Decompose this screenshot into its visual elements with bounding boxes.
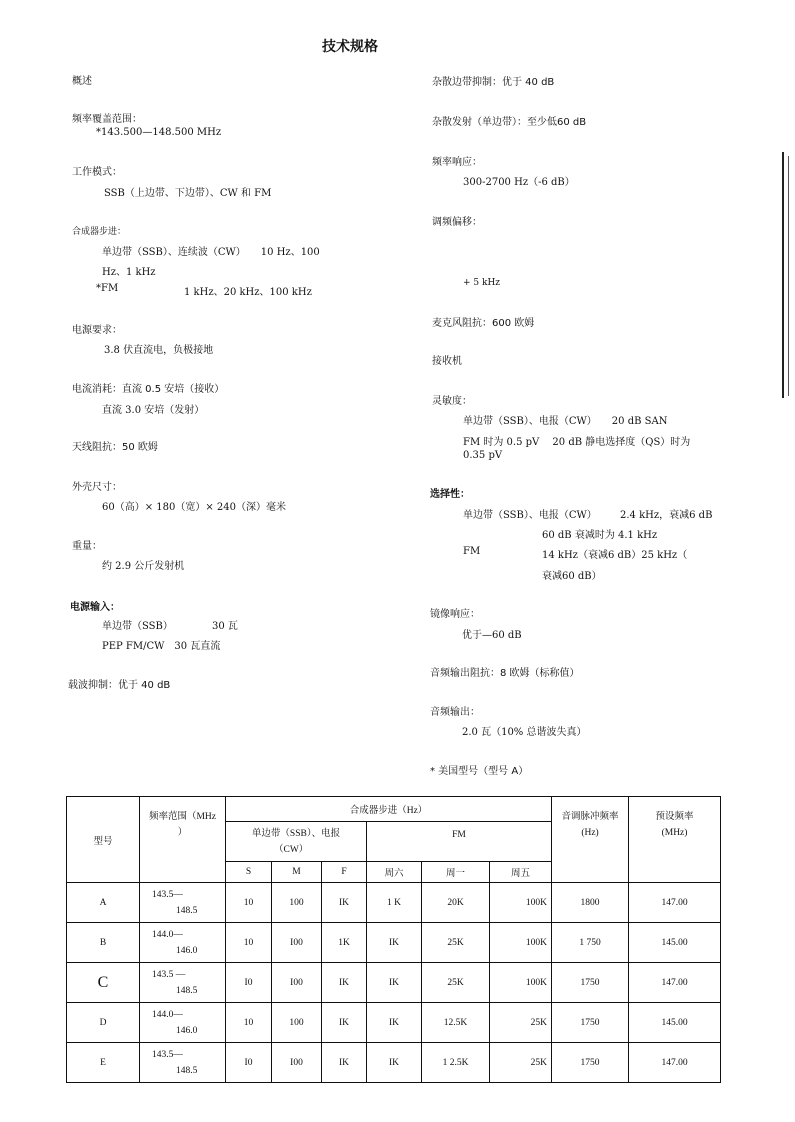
- row-model: C: [67, 963, 140, 1003]
- audio-output-label: 音频输出：: [430, 707, 480, 718]
- fm-deviation-value: + 5 kHz: [463, 278, 501, 288]
- row-saturday: IK: [367, 1003, 422, 1043]
- selectivity-ssb: 单边带（SSB）、电报（CW）: [463, 510, 597, 521]
- audio-output-value: 2.0 瓦（10% 总谐波失真）: [462, 727, 587, 738]
- row-m: I00: [272, 963, 322, 1003]
- case-size-label: 外壳尺寸：: [72, 482, 122, 493]
- header-ssb-line1: 单边带（SSB）、电报: [251, 828, 341, 839]
- synthesizer-fm-value: 1 kHz、20 kHz、100 kHz: [184, 287, 312, 298]
- row-tone: 1800: [552, 883, 629, 923]
- row-model: D: [67, 1003, 140, 1043]
- range-start: 144.0—: [152, 1009, 183, 1020]
- row-f: IK: [322, 1003, 367, 1043]
- header-preset-label: 预设频率: [655, 812, 694, 822]
- case-size-value: 60（高）× 180（宽）× 240（深）毫米: [102, 502, 287, 513]
- frequency-response-label: 频率响应：: [432, 157, 482, 168]
- audio-output-impedance: 音频输出阻抗：8 欧姆（标称值）: [430, 668, 580, 679]
- header-range-line2: ）: [177, 828, 188, 838]
- row-f: IK: [322, 883, 367, 923]
- header-preset-frequency: [629, 797, 721, 883]
- frequency-response-value: 300-2700 Hz（-6 dB）: [463, 177, 575, 188]
- model-spec-table: [66, 796, 721, 1083]
- row-s: 10: [226, 883, 272, 923]
- table-row: [67, 1043, 721, 1083]
- synthesizer-step-label: 合成器步进：: [72, 227, 127, 237]
- row-monday: 25K: [422, 923, 490, 963]
- row-preset: 145.00: [629, 923, 721, 963]
- row-range: [140, 963, 226, 1003]
- row-s: 10: [226, 923, 272, 963]
- table-row: [67, 963, 721, 1003]
- header-m: M: [272, 862, 322, 883]
- row-f: IK: [322, 1043, 367, 1083]
- header-range-line1: 频率范围（MHz: [148, 812, 217, 822]
- header-synthesizer-step: 合成器步进（Hz）: [226, 797, 552, 822]
- row-tone: 1750: [552, 963, 629, 1003]
- selectivity-ssb-line2: 60 dB 衰减时为 4.1 kHz: [542, 530, 658, 541]
- row-model: E: [67, 1043, 140, 1083]
- row-preset: 147.00: [629, 1043, 721, 1083]
- weight-value: 约 2.9 公斤发射机: [102, 561, 185, 572]
- power-input-label: 电源输入：: [70, 602, 120, 613]
- range-end: 148.5: [176, 1065, 198, 1076]
- row-saturday: IK: [367, 1043, 422, 1083]
- current-consumption-label: 电流消耗：直流 0.5 安培（接收）: [72, 384, 225, 395]
- row-range: [140, 923, 226, 963]
- spurious-sideband: 杂散边带抑制：优于 40 dB: [432, 77, 555, 88]
- us-model-note: * 美国型号（型号 A）: [430, 766, 529, 777]
- header-ssb-cw: [226, 822, 367, 862]
- receiver-heading: 接收机: [432, 356, 462, 367]
- power-requirement-value: 3.8 伏直流电，负极接地: [104, 345, 214, 356]
- range-end: 148.5: [176, 985, 198, 996]
- sensitivity-line1: 单边带（SSB）、电报（CW） 20 dB SAN: [463, 416, 668, 427]
- range-start: 144.0—: [152, 929, 183, 940]
- header-tone-unit: (Hz): [581, 828, 599, 838]
- operating-mode-value: SSB（上边带、下边带）、CW 和 FM: [104, 188, 272, 199]
- page-title: 技术规格: [322, 39, 378, 55]
- sensitivity-line2: FM 时为 0.5 pV 20 dB 静电选择度（QS）时为: [463, 437, 691, 448]
- row-f: IK: [322, 963, 367, 1003]
- power-input-ssb-mode: 单边带（SSB）: [102, 621, 173, 632]
- range-end: 146.0: [176, 945, 198, 956]
- current-consumption-tx: 直流 3.0 安培（发射）: [102, 405, 205, 416]
- row-m: I00: [272, 923, 322, 963]
- row-friday: 100K: [490, 923, 552, 963]
- row-model: A: [67, 883, 140, 923]
- row-friday: 25K: [490, 1043, 552, 1083]
- header-friday: 周五: [490, 862, 552, 883]
- selectivity-fm: FM: [463, 546, 481, 557]
- header-preset-unit: (MHz): [661, 828, 688, 838]
- row-monday: 1 2.5K: [422, 1043, 490, 1083]
- row-preset: 147.00: [629, 883, 721, 923]
- row-tone: 1 750: [552, 923, 629, 963]
- row-preset: 147.00: [629, 963, 721, 1003]
- header-model: 型号: [67, 797, 140, 883]
- synthesizer-ssb-line2: Hz、1 kHz: [102, 267, 156, 278]
- image-response-value: 优于—60 dB: [462, 630, 522, 641]
- selectivity-label: 选择性：: [430, 489, 470, 500]
- range-end: 146.0: [176, 1025, 198, 1036]
- header-s: S: [226, 862, 272, 883]
- row-monday: 20K: [422, 883, 490, 923]
- table-header-row: [67, 797, 721, 822]
- operating-mode-label: 工作模式：: [72, 167, 122, 178]
- weight-label: 重量：: [72, 541, 102, 552]
- row-friday: 100K: [490, 963, 552, 1003]
- synthesizer-ssb-line1: 单边带（SSB）、连续波（CW） 10 Hz、100: [102, 247, 320, 258]
- row-range: [140, 1003, 226, 1043]
- margin-rule-left: [782, 152, 784, 398]
- range-start: 143.5—: [152, 1049, 183, 1060]
- row-tone: 1750: [552, 1003, 629, 1043]
- power-input-ssb-value: 30 瓦: [212, 621, 238, 632]
- header-fm: FM: [367, 822, 552, 862]
- sensitivity-line3: 0.35 pV: [463, 450, 503, 461]
- row-m: 100: [272, 883, 322, 923]
- frequency-range-label: 频率覆盖范围：: [72, 114, 142, 125]
- row-s: I0: [226, 963, 272, 1003]
- row-preset: 145.00: [629, 1003, 721, 1043]
- row-monday: 12.5K: [422, 1003, 490, 1043]
- row-m: 100: [272, 1003, 322, 1043]
- header-frequency-range: [140, 797, 226, 883]
- row-range: [140, 883, 226, 923]
- row-range: [140, 1043, 226, 1083]
- row-friday: 25K: [490, 1003, 552, 1043]
- row-saturday: IK: [367, 963, 422, 1003]
- frequency-range-value: *143.500—148.500 MHz: [96, 127, 222, 138]
- selectivity-fm-value: 14 kHz（衰减6 dB）25 kHz（: [542, 550, 688, 561]
- header-tone-label: 音调脉冲频率: [561, 812, 619, 822]
- image-response-label: 镜像响应：: [430, 609, 480, 620]
- table-row: [67, 1003, 721, 1043]
- power-input-fm: PEP FM/CW 30 瓦直流: [102, 641, 221, 652]
- row-tone: 1750: [552, 1043, 629, 1083]
- row-s: 10: [226, 1003, 272, 1043]
- carrier-suppression: 载波抑制：优于 40 dB: [68, 680, 171, 691]
- mic-impedance: 麦克风阻抗：600 欧姆: [432, 318, 535, 329]
- header-f: F: [322, 862, 367, 883]
- row-m: I00: [272, 1043, 322, 1083]
- overview-heading: 概述: [72, 76, 92, 87]
- row-s: I0: [226, 1043, 272, 1083]
- header-tone-burst: [552, 797, 629, 883]
- spurious-emission: 杂散发射（单边带）：至少低60 dB: [432, 117, 587, 128]
- range-start: 143.5—: [152, 889, 183, 900]
- header-monday: 周一: [422, 862, 490, 883]
- table-row: [67, 883, 721, 923]
- margin-rule-right: [788, 156, 789, 396]
- selectivity-fm-line2: 衰减60 dB）: [542, 571, 602, 582]
- range-end: 148.5: [176, 905, 198, 916]
- row-saturday: IK: [367, 923, 422, 963]
- row-model: B: [67, 923, 140, 963]
- range-start: 143.5 —: [152, 969, 186, 980]
- antenna-impedance: 天线阻抗：50 欧姆: [72, 442, 158, 453]
- selectivity-ssb-value: 2.4 kHz，衰减6 dB: [620, 510, 713, 521]
- row-monday: 25K: [422, 963, 490, 1003]
- power-requirement-label: 电源要求：: [72, 325, 122, 336]
- table-row: [67, 923, 721, 963]
- row-f: 1K: [322, 923, 367, 963]
- synthesizer-fm-mode: *FM: [96, 283, 119, 294]
- fm-deviation-label: 调频偏移：: [432, 217, 482, 228]
- header-ssb-line2: （CW）: [274, 844, 309, 855]
- header-saturday: 周六: [367, 862, 422, 883]
- row-friday: 100K: [490, 883, 552, 923]
- row-saturday: 1 K: [367, 883, 422, 923]
- sensitivity-label: 灵敏度：: [432, 396, 472, 407]
